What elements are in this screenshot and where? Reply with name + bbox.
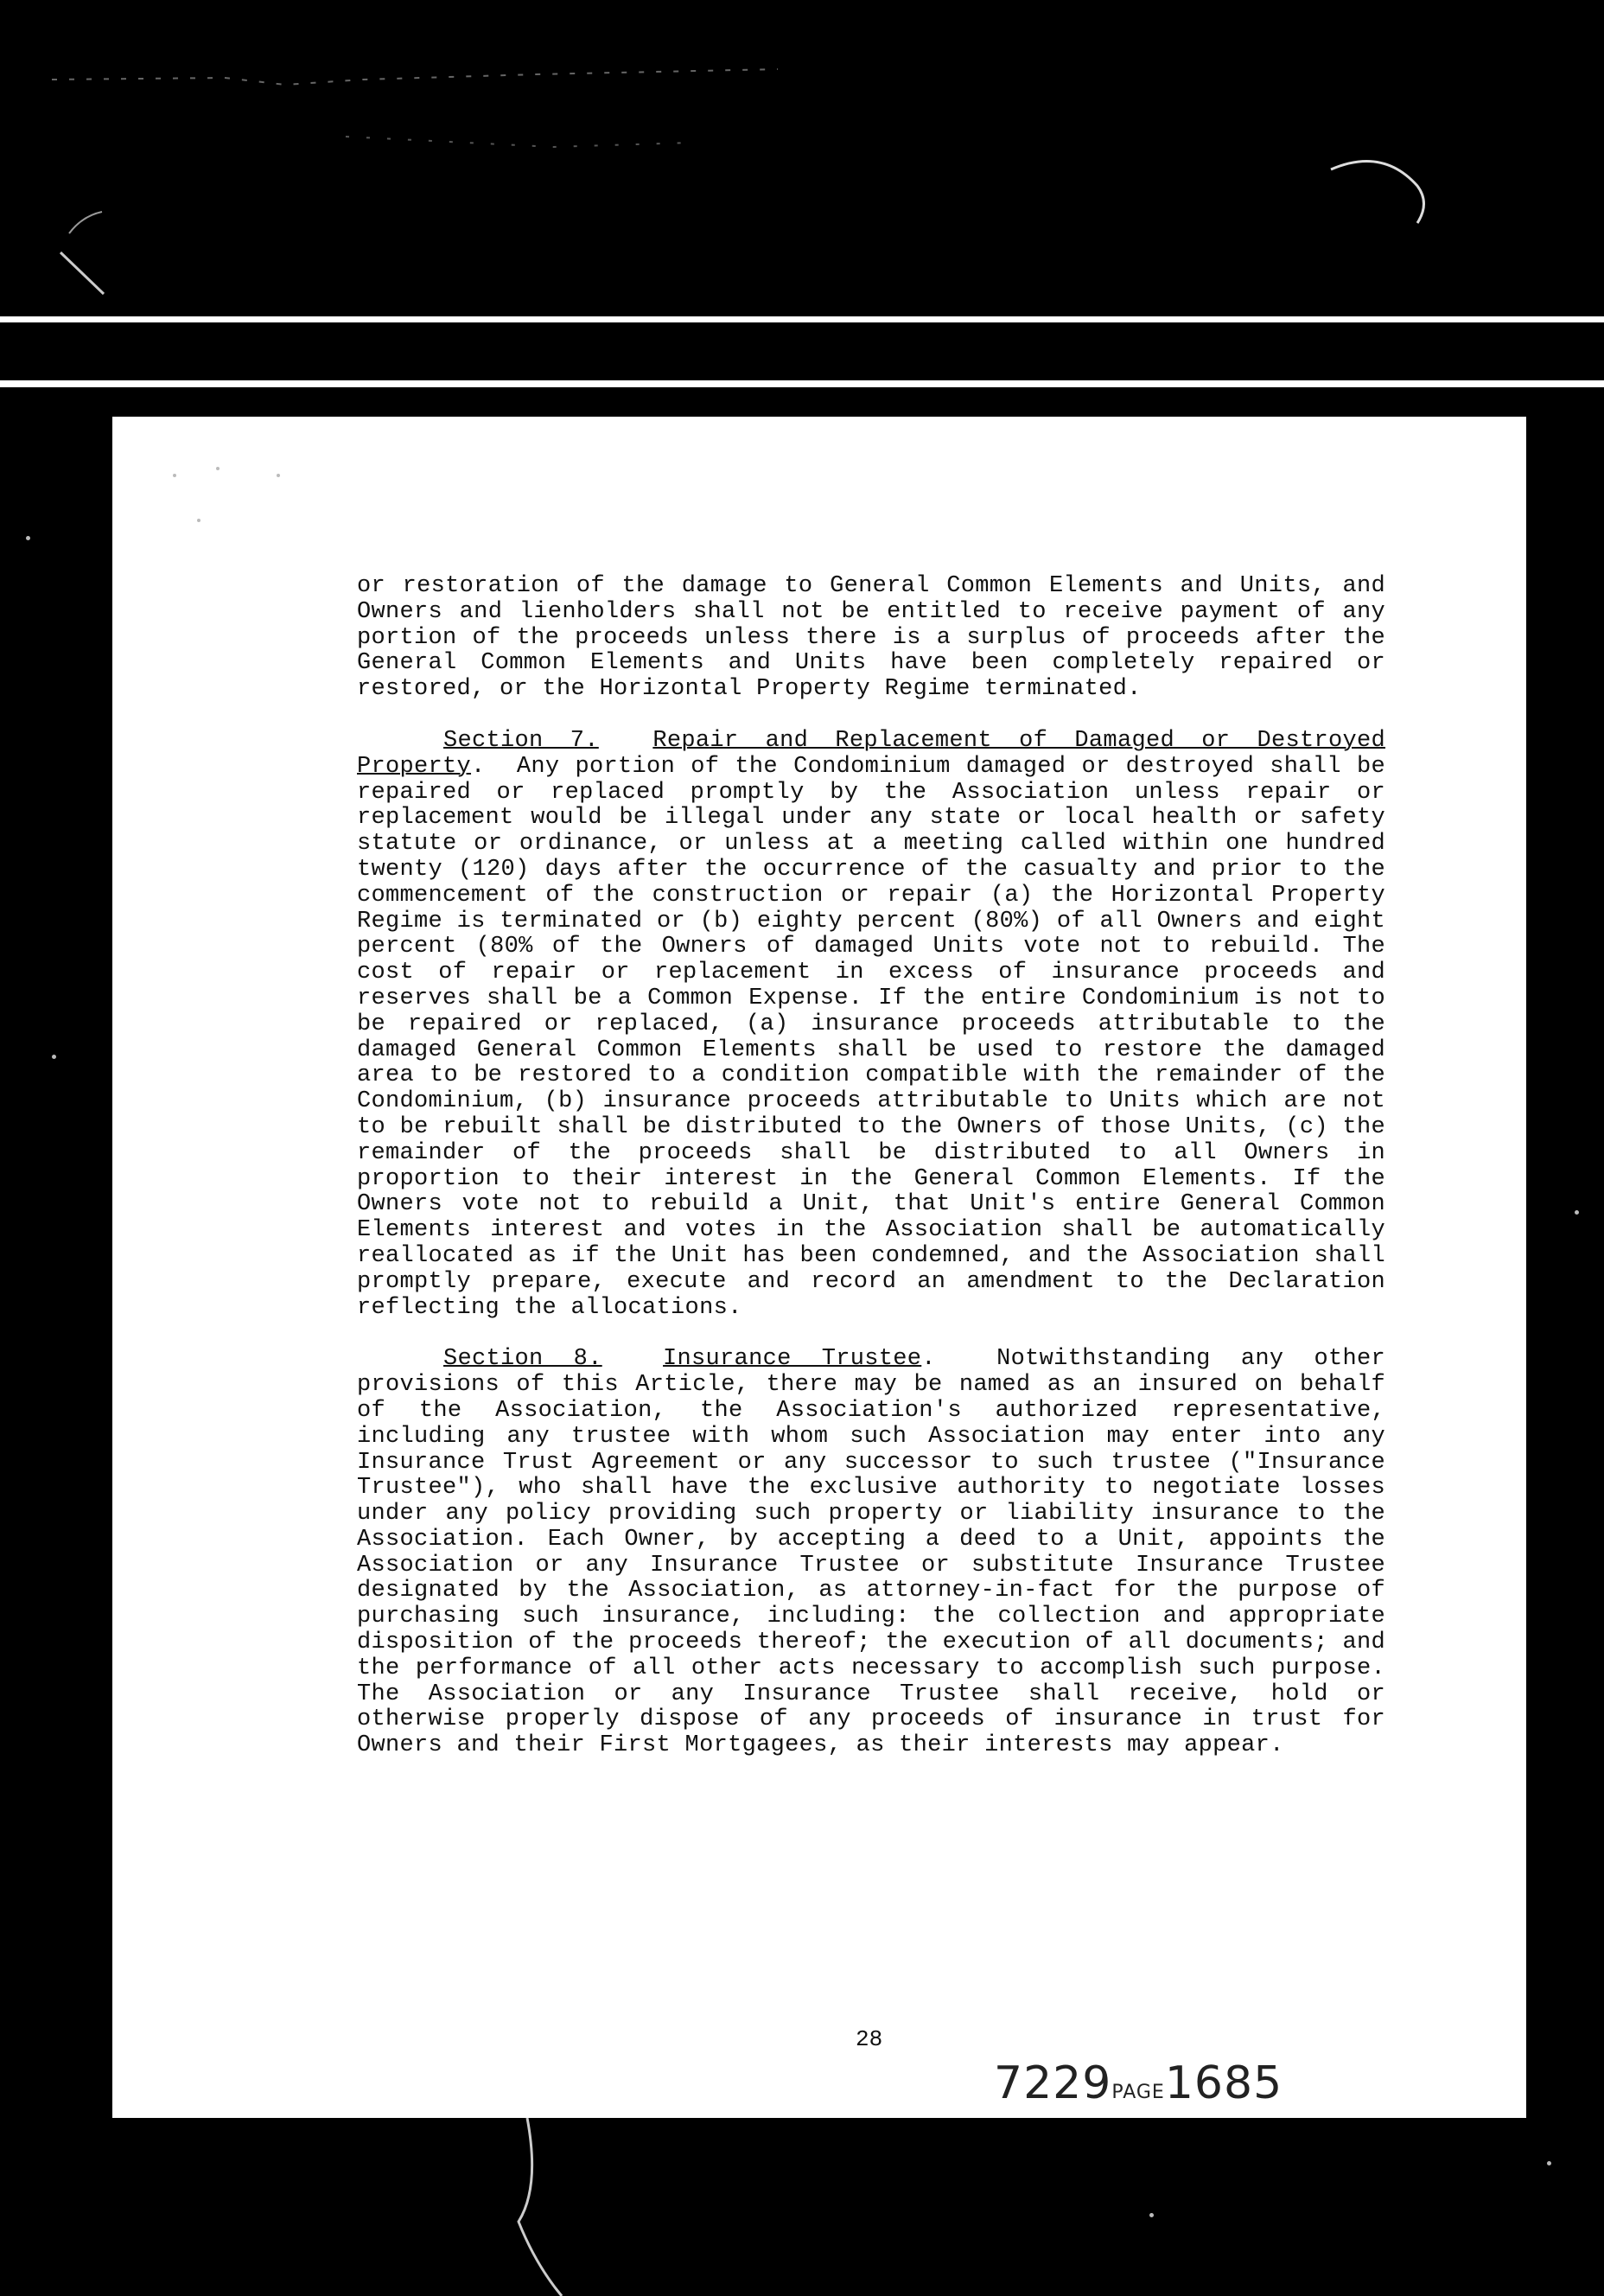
scan-noise-dot	[277, 474, 280, 477]
recording-stamp	[994, 2057, 1283, 2109]
section-8-title: Insurance Trustee	[663, 1346, 922, 1373]
scan-noise-dot	[1575, 1210, 1579, 1215]
section-7-paragraph: Section 7. Repair and Replacement of Damaged or Destroyed Property. Any portion of the Condominium damaged or destroyed shall be repaired or replaced promptly by the Association unless repair or replacement would be illegal under any state or local health or safety statute or ordinance, or unless at a meeting called within one hundred twenty (120) days after the occurrence of the casualty and prior to the commencement of the construction or repair (a) the Horizontal Property Regime is terminated or (b) eighty percent (80%) of all Owners and eight percent (80% of the Owners of damaged Units vote not to rebuild. The cost of repair or replacement in excess of insurance proceeds and reserves shall be a Common Expense. If the entire Condominium is not to be repaired or replaced, (a) insurance proceeds attributable to the damaged General Common Elements shall be used to restore the damaged area to be restored to a condition compatible with the remainder of the Condominium, (b) insurance proceeds attributable to Units which are not to be rebuilt shall be distributed to the Owners of those Units, (c) the remainder of the proceeds shall be distributed to all Owners in proportion to their interest in the General Common Elements. If the Owners vote not to rebuild a Unit, that Unit's entire General Common Elements interest and votes in the Association shall be automatically reallocated as if the Unit has been condemned, and the Association shall promptly prepare, execute and record an amendment to the Declaration reflecting the allocations.	[357, 727, 1386, 1321]
section-8-label: Section 8.	[443, 1346, 602, 1373]
scan-noise-dot	[216, 467, 220, 470]
section-7-text: Any portion of the Condominium damaged or destroyed shall be repaired or replaced promptly by the Association unless repair or replacement would be illegal under any state or local health or safety statute or ordinance, or unless at a meeting called within one hundred twenty (120) days after the occurrence of the casualty and prior to the commencement of the construction or repair (a) the Horizontal Property Regime is terminated or (b) eighty percent (80%) of all Owners and eight percent (80% of the Owners of damaged Units vote not to rebuild. The cost of repair or replacement in excess of insurance proceeds and reserves shall be a Common Expense. If the entire Condominium is not to be repaired or replaced, (a) insurance proceeds attributable to the damaged General Common Elements shall be used to restore the damaged area to be restored to a condition compatible with the remainder of the Condominium, (b) insurance proceeds attributable to Units which are not to be rebuilt shall be distributed to the Owners of those Units, (c) the remainder of the proceeds shall be distributed to all Owners in proportion to their interest in the General Common Elements. If the Owners vote not to rebuild a Unit, that Unit's entire General Common Elements interest and votes in the Association shall be automatically reallocated as if the Unit has been condemned, and the Association shall promptly prepare, execute and record an amendment to the Declaration reflecting the allocations.	[357, 753, 1385, 1321]
paragraph-continuation	[357, 574, 1385, 703]
stamp-mid: PAGE	[1111, 2082, 1165, 2103]
scan-noise-dot	[1547, 2161, 1551, 2165]
section-7-label: Section 7.	[443, 727, 599, 754]
scan-noise-dot	[52, 1055, 56, 1059]
document-page	[112, 417, 1526, 2118]
document-body	[357, 574, 1385, 1785]
stamp-page: 1685	[1164, 2057, 1283, 2109]
scan-artifact-bottom	[0, 2118, 1604, 2296]
section-8-text: Notwithstanding any other provisions of this Article, there may be named as an insured on behalf of the Association, the Association's authorized representative, including any trustee with whom such Association may enter into any Insurance Trust Agreement or any successor to such trustee ("Insurance Trustee"), who shall have the exclusive authority to negotiate losses under any policy providing such property or liability insurance to the Association. Each Owner, by accepting a deed to a Unit, appoints the Association or any Insurance Trustee or substitute Insurance Trustee designated by the Association, as attorney-in-fact for the purpose of purchasing such insurance, including: the collection and appropriate disposition of the proceeds thereof; the execution of all documents; and the performance of all other acts necessary to accomplish such purpose. The Association or any Insurance Trustee shall receive, hold or otherwise properly dispose of any proceeds of insurance in trust for Owners and their First Mortgagees, as their interests may appear.	[357, 1346, 1386, 1759]
section-7-title: Repair and Replacement of Damaged or Destroyed Property	[357, 727, 1386, 780]
scan-noise-dot	[26, 536, 30, 540]
scan-noise-dot	[173, 474, 176, 477]
scan-artifact-curve	[0, 0, 1604, 417]
scan-noise-dot	[197, 519, 200, 522]
paragraph-text: or restoration of the damage to General Common Elements and Units, and Owners and lienholders shall not be entitled to receive payment of any portion of the proceeds unless there is a surplus of proceeds after the General Common Elements and Units have been completely repaired or restored, or the Horizontal Property Regime terminated.	[357, 573, 1385, 703]
section-8-paragraph: Section 8. Insurance Trustee. Notwithstanding any other provisions of this Article, there may be named as an insured on behalf of the Association, the Association's authorized representative, including any trustee with whom such Association may enter into any Insurance Trust Agreement or any successor to such trustee ("Insurance Trustee"), who shall have the exclusive authority to negotiate losses under any policy providing such property or liability insurance to the Association. Each Owner, by accepting a deed to a Unit, appoints the Association or any Insurance Trustee or substitute Insurance Trustee designated by the Association, as attorney-in-fact for the purpose of purchasing such insurance, including: the collection and appropriate disposition of the proceeds thereof; the execution of all documents; and the performance of all other acts necessary to accomplish such purpose. The Association or any Insurance Trustee shall receive, hold or otherwise properly dispose of any proceeds of insurance in trust for Owners and their First Mortgagees, as their interests may appear.	[357, 1346, 1386, 1759]
scan-noise-dot	[1149, 2213, 1154, 2217]
page-number: 28	[856, 2026, 883, 2052]
stamp-book: 7229	[994, 2057, 1112, 2109]
